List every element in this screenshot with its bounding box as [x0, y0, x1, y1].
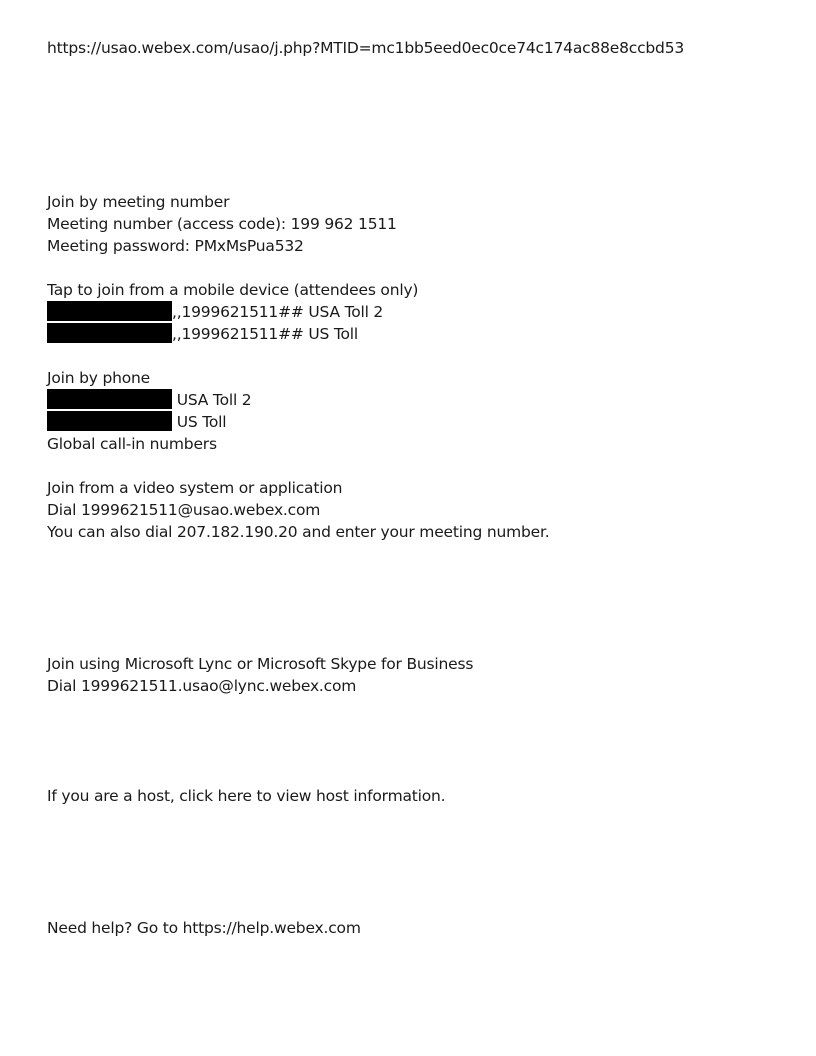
phone-heading: Join by phone	[47, 369, 150, 387]
redacted-phone-number	[47, 301, 172, 321]
mobile-dial-us-toll[interactable]	[47, 323, 358, 345]
meeting-link-text[interactable]: https://usao.webex.com/usao/j.php?MTID=mc1bb5eed0ec0ce74c174ac88e8ccbd53	[47, 39, 685, 57]
mobile-dial-usa-toll-2[interactable]	[47, 301, 383, 323]
redacted-phone-number	[47, 323, 172, 343]
video-heading: Join from a video system or application	[47, 479, 343, 497]
lync-heading: Join using Microsoft Lync or Microsoft Skype for Business	[47, 655, 474, 673]
redacted-phone-number	[47, 389, 172, 409]
phone-usa-toll-2	[47, 389, 251, 411]
video-ip-note: You can also dial 207.182.190.20 and enter your meeting number.	[47, 523, 550, 541]
global-call-in-link[interactable]: Global call-in numbers	[47, 435, 217, 453]
redacted-phone-number	[47, 411, 172, 431]
meeting-number: Meeting number (access code): 199 962 1511	[47, 215, 397, 233]
join-by-number-heading: Join by meeting number	[47, 193, 230, 211]
mobile-heading: Tap to join from a mobile device (attendees only)	[47, 281, 419, 299]
mobile-dial-suffix[interactable]: ,,1999621511## US Toll	[172, 325, 359, 343]
phone-label: US Toll	[172, 413, 227, 431]
help-link[interactable]: Need help? Go to https://help.webex.com	[47, 919, 361, 937]
video-dial[interactable]: Dial 1999621511@usao.webex.com	[47, 501, 321, 519]
meeting-password: Meeting password: PMxMsPua532	[47, 237, 304, 255]
phone-us-toll	[47, 411, 226, 433]
meeting-link[interactable]	[47, 37, 684, 59]
mobile-dial-suffix[interactable]: ,,1999621511## USA Toll 2	[172, 303, 384, 321]
lync-dial[interactable]: Dial 1999621511.usao@lync.webex.com	[47, 677, 357, 695]
host-info-link[interactable]: If you are a host, click here to view host information.	[47, 787, 446, 805]
phone-label: USA Toll 2	[172, 391, 252, 409]
